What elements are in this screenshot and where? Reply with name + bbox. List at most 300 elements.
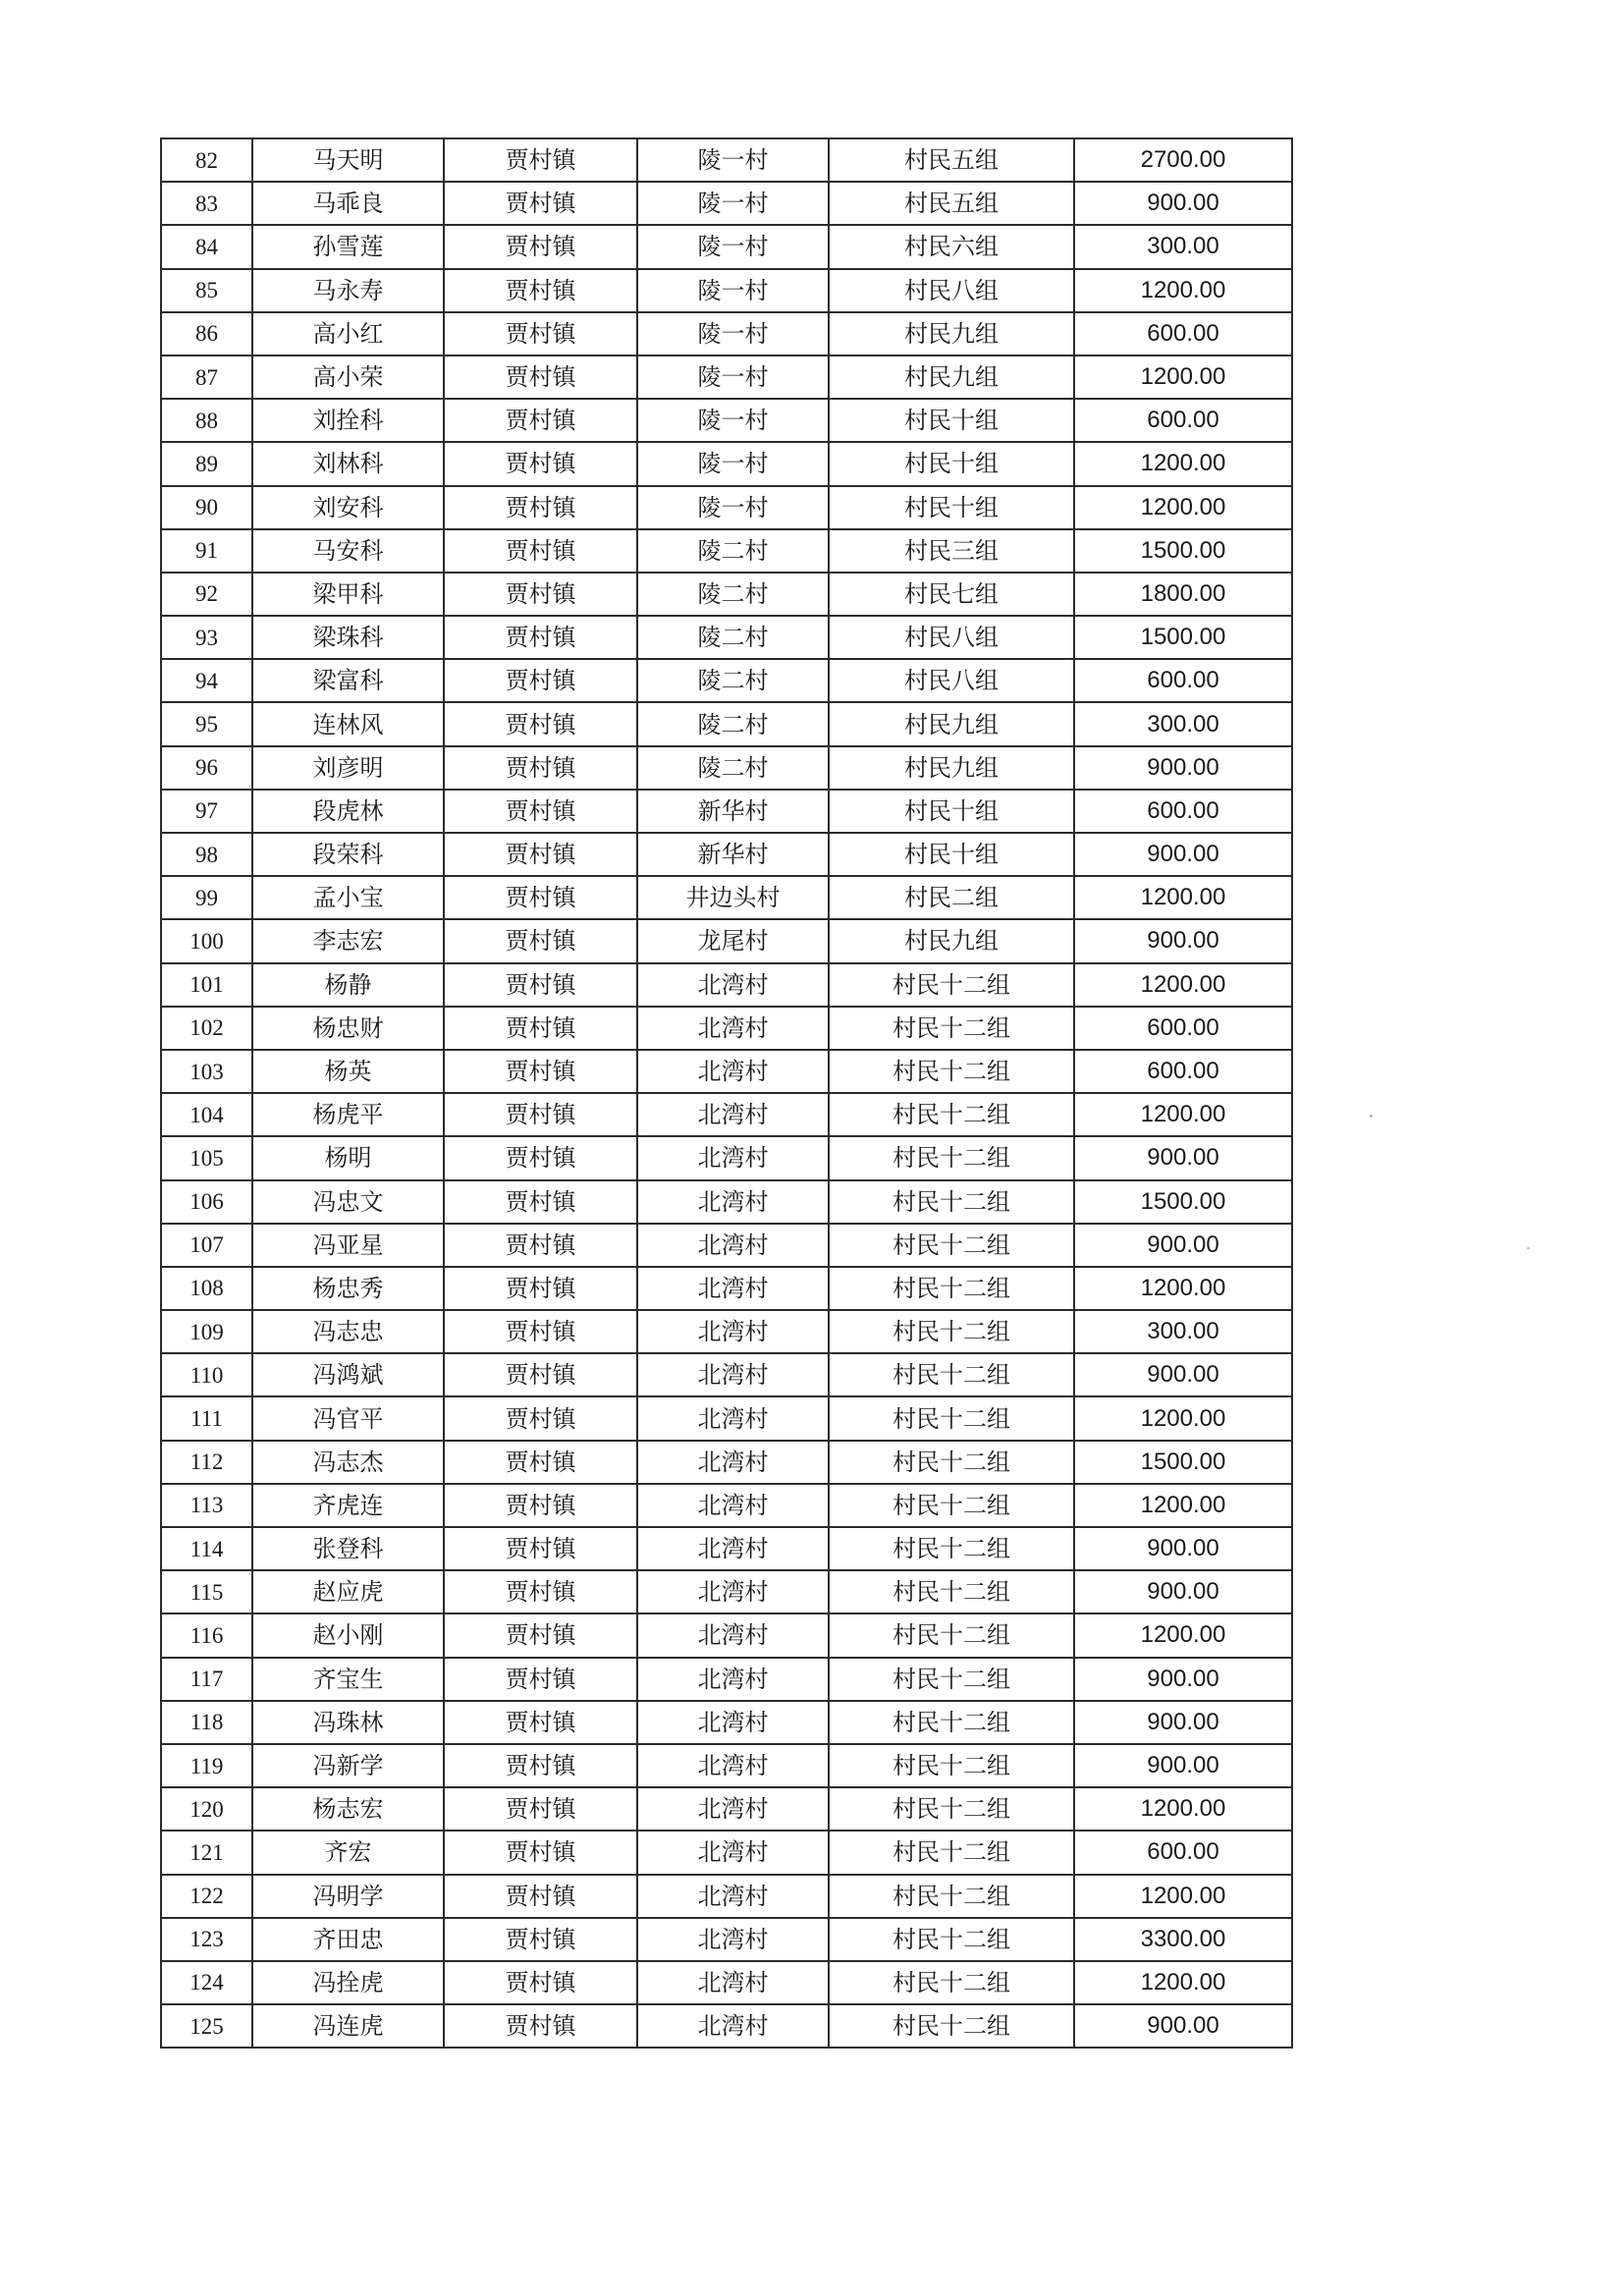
row-number: 103 xyxy=(161,1050,252,1093)
town-cell: 贾村镇 xyxy=(444,1831,637,1874)
row-number: 98 xyxy=(161,833,252,876)
row-number: 102 xyxy=(161,1007,252,1050)
group-cell: 村民九组 xyxy=(829,919,1074,962)
amount-cell: 900.00 xyxy=(1074,1570,1292,1613)
village-cell: 北湾村 xyxy=(637,1658,829,1701)
table-row xyxy=(161,399,1292,442)
amount-cell: 600.00 xyxy=(1074,1050,1292,1093)
roster-table-body xyxy=(161,138,1292,2048)
amount-cell: 1200.00 xyxy=(1074,442,1292,485)
village-cell: 陵一村 xyxy=(637,182,829,225)
amount-cell: 1200.00 xyxy=(1074,1396,1292,1440)
town-cell: 贾村镇 xyxy=(444,833,637,876)
town-cell: 贾村镇 xyxy=(444,1527,637,1570)
name-cell: 杨静 xyxy=(252,963,444,1007)
row-number: 117 xyxy=(161,1658,252,1701)
row-number: 85 xyxy=(161,269,252,312)
name-cell: 段荣科 xyxy=(252,833,444,876)
village-cell: 陵二村 xyxy=(637,616,829,659)
group-cell: 村民九组 xyxy=(829,702,1074,745)
table-row xyxy=(161,963,1292,1007)
row-number: 118 xyxy=(161,1701,252,1744)
town-cell: 贾村镇 xyxy=(444,1224,637,1267)
name-cell: 齐虎连 xyxy=(252,1484,444,1527)
group-cell: 村民九组 xyxy=(829,355,1074,399)
group-cell: 村民十二组 xyxy=(829,1396,1074,1440)
name-cell: 冯拴虎 xyxy=(252,1961,444,2004)
name-cell: 杨忠秀 xyxy=(252,1267,444,1310)
table-row xyxy=(161,1701,1292,1744)
group-cell: 村民七组 xyxy=(829,573,1074,616)
group-cell: 村民十二组 xyxy=(829,1961,1074,2004)
name-cell: 杨英 xyxy=(252,1050,444,1093)
row-number: 116 xyxy=(161,1613,252,1657)
village-cell: 北湾村 xyxy=(637,1918,829,1961)
town-cell: 贾村镇 xyxy=(444,1570,637,1613)
town-cell: 贾村镇 xyxy=(444,919,637,962)
village-cell: 陵二村 xyxy=(637,659,829,702)
group-cell: 村民十组 xyxy=(829,399,1074,442)
town-cell: 贾村镇 xyxy=(444,1918,637,1961)
name-cell: 梁珠科 xyxy=(252,616,444,659)
town-cell: 贾村镇 xyxy=(444,1050,637,1093)
table-row xyxy=(161,1527,1292,1570)
village-cell: 北湾村 xyxy=(637,1570,829,1613)
row-number: 122 xyxy=(161,1875,252,1918)
group-cell: 村民十组 xyxy=(829,442,1074,485)
name-cell: 段虎林 xyxy=(252,790,444,833)
town-cell: 贾村镇 xyxy=(444,1396,637,1440)
group-cell: 村民十二组 xyxy=(829,1613,1074,1657)
group-cell: 村民十二组 xyxy=(829,1180,1074,1224)
group-cell: 村民八组 xyxy=(829,616,1074,659)
scan-speck xyxy=(1370,1115,1373,1118)
group-cell: 村民十二组 xyxy=(829,1224,1074,1267)
amount-cell: 1500.00 xyxy=(1074,529,1292,573)
table-row xyxy=(161,2004,1292,2048)
table-row xyxy=(161,1267,1292,1310)
town-cell: 贾村镇 xyxy=(444,1658,637,1701)
village-cell: 北湾村 xyxy=(637,1267,829,1310)
row-number: 90 xyxy=(161,486,252,529)
group-cell: 村民十二组 xyxy=(829,1527,1074,1570)
table-row xyxy=(161,1007,1292,1050)
row-number: 96 xyxy=(161,746,252,790)
amount-cell: 600.00 xyxy=(1074,399,1292,442)
table-row xyxy=(161,1396,1292,1440)
amount-cell: 1200.00 xyxy=(1074,1613,1292,1657)
name-cell: 冯亚星 xyxy=(252,1224,444,1267)
amount-cell: 1200.00 xyxy=(1074,1961,1292,2004)
town-cell: 贾村镇 xyxy=(444,138,637,182)
village-cell: 北湾村 xyxy=(637,963,829,1007)
name-cell: 李志宏 xyxy=(252,919,444,962)
table-row xyxy=(161,1875,1292,1918)
table-row xyxy=(161,573,1292,616)
village-cell: 北湾村 xyxy=(637,1787,829,1831)
village-cell: 北湾村 xyxy=(637,1353,829,1396)
row-number: 119 xyxy=(161,1744,252,1787)
name-cell: 冯志忠 xyxy=(252,1310,444,1353)
group-cell: 村民十二组 xyxy=(829,1093,1074,1136)
amount-cell: 1200.00 xyxy=(1074,1093,1292,1136)
row-number: 82 xyxy=(161,138,252,182)
amount-cell: 900.00 xyxy=(1074,833,1292,876)
name-cell: 马乖良 xyxy=(252,182,444,225)
name-cell: 张登科 xyxy=(252,1527,444,1570)
name-cell: 马永寿 xyxy=(252,269,444,312)
village-cell: 北湾村 xyxy=(637,1961,829,2004)
table-row xyxy=(161,790,1292,833)
row-number: 95 xyxy=(161,702,252,745)
amount-cell: 900.00 xyxy=(1074,1224,1292,1267)
row-number: 107 xyxy=(161,1224,252,1267)
village-cell: 北湾村 xyxy=(637,1136,829,1179)
group-cell: 村民八组 xyxy=(829,269,1074,312)
table-row xyxy=(161,1918,1292,1961)
table-row xyxy=(161,659,1292,702)
town-cell: 贾村镇 xyxy=(444,1744,637,1787)
row-number: 125 xyxy=(161,2004,252,2048)
group-cell: 村民九组 xyxy=(829,312,1074,355)
row-number: 83 xyxy=(161,182,252,225)
group-cell: 村民十组 xyxy=(829,833,1074,876)
table-row xyxy=(161,702,1292,745)
village-cell: 北湾村 xyxy=(637,1093,829,1136)
row-number: 124 xyxy=(161,1961,252,2004)
group-cell: 村民十二组 xyxy=(829,1701,1074,1744)
town-cell: 贾村镇 xyxy=(444,702,637,745)
table-row xyxy=(161,1613,1292,1657)
name-cell: 赵应虎 xyxy=(252,1570,444,1613)
village-cell: 北湾村 xyxy=(637,1831,829,1874)
village-cell: 陵一村 xyxy=(637,225,829,268)
village-cell: 陵一村 xyxy=(637,442,829,485)
village-cell: 陵二村 xyxy=(637,529,829,573)
town-cell: 贾村镇 xyxy=(444,1787,637,1831)
group-cell: 村民十二组 xyxy=(829,1050,1074,1093)
table-row xyxy=(161,1441,1292,1484)
amount-cell: 900.00 xyxy=(1074,1744,1292,1787)
name-cell: 冯珠林 xyxy=(252,1701,444,1744)
amount-cell: 600.00 xyxy=(1074,312,1292,355)
name-cell: 高小荣 xyxy=(252,355,444,399)
name-cell: 杨志宏 xyxy=(252,1787,444,1831)
village-cell: 陵一村 xyxy=(637,138,829,182)
name-cell: 齐宝生 xyxy=(252,1658,444,1701)
town-cell: 贾村镇 xyxy=(444,1180,637,1224)
village-cell: 陵一村 xyxy=(637,355,829,399)
group-cell: 村民九组 xyxy=(829,746,1074,790)
town-cell: 贾村镇 xyxy=(444,442,637,485)
row-number: 120 xyxy=(161,1787,252,1831)
town-cell: 贾村镇 xyxy=(444,1353,637,1396)
name-cell: 梁富科 xyxy=(252,659,444,702)
name-cell: 杨明 xyxy=(252,1136,444,1179)
group-cell: 村民十组 xyxy=(829,486,1074,529)
amount-cell: 1500.00 xyxy=(1074,616,1292,659)
name-cell: 马安科 xyxy=(252,529,444,573)
village-cell: 陵二村 xyxy=(637,746,829,790)
row-number: 86 xyxy=(161,312,252,355)
town-cell: 贾村镇 xyxy=(444,399,637,442)
table-row xyxy=(161,529,1292,573)
row-number: 114 xyxy=(161,1527,252,1570)
town-cell: 贾村镇 xyxy=(444,2004,637,2048)
group-cell: 村民五组 xyxy=(829,138,1074,182)
name-cell: 冯明学 xyxy=(252,1875,444,1918)
village-cell: 北湾村 xyxy=(637,1224,829,1267)
table-row xyxy=(161,1961,1292,2004)
amount-cell: 1200.00 xyxy=(1074,486,1292,529)
village-cell: 陵一村 xyxy=(637,312,829,355)
row-number: 92 xyxy=(161,573,252,616)
group-cell: 村民十二组 xyxy=(829,1918,1074,1961)
name-cell: 刘安科 xyxy=(252,486,444,529)
village-cell: 陵二村 xyxy=(637,702,829,745)
table-row xyxy=(161,355,1292,399)
amount-cell: 1200.00 xyxy=(1074,1267,1292,1310)
village-cell: 陵一村 xyxy=(637,486,829,529)
name-cell: 冯连虎 xyxy=(252,2004,444,2048)
table-row xyxy=(161,746,1292,790)
row-number: 91 xyxy=(161,529,252,573)
table-row xyxy=(161,1831,1292,1874)
amount-cell: 900.00 xyxy=(1074,182,1292,225)
village-cell: 北湾村 xyxy=(637,1613,829,1657)
town-cell: 贾村镇 xyxy=(444,1701,637,1744)
village-cell: 北湾村 xyxy=(637,1180,829,1224)
row-number: 100 xyxy=(161,919,252,962)
name-cell: 冯新学 xyxy=(252,1744,444,1787)
roster-table xyxy=(160,137,1293,2049)
name-cell: 杨忠财 xyxy=(252,1007,444,1050)
row-number: 84 xyxy=(161,225,252,268)
amount-cell: 900.00 xyxy=(1074,2004,1292,2048)
village-cell: 北湾村 xyxy=(637,1527,829,1570)
village-cell: 北湾村 xyxy=(637,1875,829,1918)
row-number: 93 xyxy=(161,616,252,659)
amount-cell: 300.00 xyxy=(1074,1310,1292,1353)
table-row xyxy=(161,1050,1292,1093)
name-cell: 连林风 xyxy=(252,702,444,745)
row-number: 111 xyxy=(161,1396,252,1440)
group-cell: 村民十二组 xyxy=(829,1136,1074,1179)
amount-cell: 1800.00 xyxy=(1074,573,1292,616)
amount-cell: 900.00 xyxy=(1074,1701,1292,1744)
group-cell: 村民五组 xyxy=(829,182,1074,225)
amount-cell: 900.00 xyxy=(1074,1527,1292,1570)
town-cell: 贾村镇 xyxy=(444,1267,637,1310)
town-cell: 贾村镇 xyxy=(444,225,637,268)
group-cell: 村民十二组 xyxy=(829,1007,1074,1050)
row-number: 121 xyxy=(161,1831,252,1874)
amount-cell: 600.00 xyxy=(1074,1831,1292,1874)
town-cell: 贾村镇 xyxy=(444,790,637,833)
town-cell: 贾村镇 xyxy=(444,1136,637,1179)
amount-cell: 3300.00 xyxy=(1074,1918,1292,1961)
village-cell: 北湾村 xyxy=(637,1050,829,1093)
town-cell: 贾村镇 xyxy=(444,486,637,529)
village-cell: 北湾村 xyxy=(637,1744,829,1787)
table-row xyxy=(161,833,1292,876)
name-cell: 刘彦明 xyxy=(252,746,444,790)
name-cell: 冯鸿斌 xyxy=(252,1353,444,1396)
town-cell: 贾村镇 xyxy=(444,1441,637,1484)
row-number: 112 xyxy=(161,1441,252,1484)
village-cell: 陵二村 xyxy=(637,573,829,616)
amount-cell: 1200.00 xyxy=(1074,1787,1292,1831)
table-row xyxy=(161,1180,1292,1224)
group-cell: 村民十二组 xyxy=(829,1744,1074,1787)
town-cell: 贾村镇 xyxy=(444,876,637,919)
group-cell: 村民十二组 xyxy=(829,2004,1074,2048)
town-cell: 贾村镇 xyxy=(444,573,637,616)
row-number: 99 xyxy=(161,876,252,919)
row-number: 89 xyxy=(161,442,252,485)
amount-cell: 1200.00 xyxy=(1074,269,1292,312)
name-cell: 刘拴科 xyxy=(252,399,444,442)
amount-cell: 600.00 xyxy=(1074,659,1292,702)
town-cell: 贾村镇 xyxy=(444,659,637,702)
village-cell: 北湾村 xyxy=(637,1484,829,1527)
row-number: 113 xyxy=(161,1484,252,1527)
name-cell: 梁甲科 xyxy=(252,573,444,616)
town-cell: 贾村镇 xyxy=(444,1875,637,1918)
table-row xyxy=(161,442,1292,485)
table-row xyxy=(161,1570,1292,1613)
table-row xyxy=(161,876,1292,919)
amount-cell: 300.00 xyxy=(1074,702,1292,745)
town-cell: 贾村镇 xyxy=(444,1007,637,1050)
table-row xyxy=(161,1787,1292,1831)
village-cell: 北湾村 xyxy=(637,2004,829,2048)
amount-cell: 1200.00 xyxy=(1074,1875,1292,1918)
table-row xyxy=(161,1136,1292,1179)
amount-cell: 1200.00 xyxy=(1074,963,1292,1007)
name-cell: 齐宏 xyxy=(252,1831,444,1874)
village-cell: 井边头村 xyxy=(637,876,829,919)
name-cell: 冯忠文 xyxy=(252,1180,444,1224)
town-cell: 贾村镇 xyxy=(444,1613,637,1657)
town-cell: 贾村镇 xyxy=(444,1484,637,1527)
village-cell: 陵一村 xyxy=(637,399,829,442)
group-cell: 村民十组 xyxy=(829,790,1074,833)
name-cell: 赵小刚 xyxy=(252,1613,444,1657)
row-number: 108 xyxy=(161,1267,252,1310)
row-number: 123 xyxy=(161,1918,252,1961)
village-cell: 龙尾村 xyxy=(637,919,829,962)
group-cell: 村民十二组 xyxy=(829,1310,1074,1353)
village-cell: 北湾村 xyxy=(637,1701,829,1744)
town-cell: 贾村镇 xyxy=(444,355,637,399)
row-number: 109 xyxy=(161,1310,252,1353)
village-cell: 新华村 xyxy=(637,833,829,876)
name-cell: 杨虎平 xyxy=(252,1093,444,1136)
table-row xyxy=(161,1744,1292,1787)
town-cell: 贾村镇 xyxy=(444,1961,637,2004)
village-cell: 陵一村 xyxy=(637,269,829,312)
group-cell: 村民十二组 xyxy=(829,1875,1074,1918)
name-cell: 齐田忠 xyxy=(252,1918,444,1961)
village-cell: 北湾村 xyxy=(637,1310,829,1353)
town-cell: 贾村镇 xyxy=(444,1093,637,1136)
town-cell: 贾村镇 xyxy=(444,312,637,355)
table-row xyxy=(161,312,1292,355)
amount-cell: 1200.00 xyxy=(1074,876,1292,919)
row-number: 106 xyxy=(161,1180,252,1224)
town-cell: 贾村镇 xyxy=(444,269,637,312)
table-row xyxy=(161,919,1292,962)
row-number: 110 xyxy=(161,1353,252,1396)
row-number: 101 xyxy=(161,963,252,1007)
amount-cell: 900.00 xyxy=(1074,1136,1292,1179)
table-row xyxy=(161,1658,1292,1701)
town-cell: 贾村镇 xyxy=(444,182,637,225)
amount-cell: 900.00 xyxy=(1074,1353,1292,1396)
row-number: 115 xyxy=(161,1570,252,1613)
table-row xyxy=(161,616,1292,659)
name-cell: 孟小宝 xyxy=(252,876,444,919)
row-number: 87 xyxy=(161,355,252,399)
amount-cell: 300.00 xyxy=(1074,225,1292,268)
name-cell: 刘林科 xyxy=(252,442,444,485)
amount-cell: 1500.00 xyxy=(1074,1441,1292,1484)
group-cell: 村民十二组 xyxy=(829,1787,1074,1831)
village-cell: 新华村 xyxy=(637,790,829,833)
name-cell: 冯官平 xyxy=(252,1396,444,1440)
amount-cell: 1500.00 xyxy=(1074,1180,1292,1224)
amount-cell: 900.00 xyxy=(1074,1658,1292,1701)
name-cell: 冯志杰 xyxy=(252,1441,444,1484)
group-cell: 村民三组 xyxy=(829,529,1074,573)
table-row xyxy=(161,486,1292,529)
table-row xyxy=(161,269,1292,312)
amount-cell: 1200.00 xyxy=(1074,355,1292,399)
table-row xyxy=(161,1353,1292,1396)
town-cell: 贾村镇 xyxy=(444,616,637,659)
town-cell: 贾村镇 xyxy=(444,746,637,790)
table-row xyxy=(161,225,1292,268)
amount-cell: 1200.00 xyxy=(1074,1484,1292,1527)
group-cell: 村民十二组 xyxy=(829,1570,1074,1613)
amount-cell: 900.00 xyxy=(1074,919,1292,962)
scan-speck xyxy=(1527,1247,1530,1249)
group-cell: 村民八组 xyxy=(829,659,1074,702)
town-cell: 贾村镇 xyxy=(444,1310,637,1353)
group-cell: 村民十二组 xyxy=(829,1353,1074,1396)
town-cell: 贾村镇 xyxy=(444,963,637,1007)
table-row xyxy=(161,1484,1292,1527)
row-number: 104 xyxy=(161,1093,252,1136)
amount-cell: 600.00 xyxy=(1074,1007,1292,1050)
group-cell: 村民十二组 xyxy=(829,963,1074,1007)
table-row xyxy=(161,138,1292,182)
group-cell: 村民六组 xyxy=(829,225,1074,268)
name-cell: 高小红 xyxy=(252,312,444,355)
village-cell: 北湾村 xyxy=(637,1441,829,1484)
table-row xyxy=(161,1093,1292,1136)
name-cell: 马天明 xyxy=(252,138,444,182)
name-cell: 孙雪莲 xyxy=(252,225,444,268)
table-row xyxy=(161,1224,1292,1267)
amount-cell: 2700.00 xyxy=(1074,138,1292,182)
group-cell: 村民二组 xyxy=(829,876,1074,919)
amount-cell: 600.00 xyxy=(1074,790,1292,833)
town-cell: 贾村镇 xyxy=(444,529,637,573)
group-cell: 村民十二组 xyxy=(829,1267,1074,1310)
table-row xyxy=(161,1310,1292,1353)
